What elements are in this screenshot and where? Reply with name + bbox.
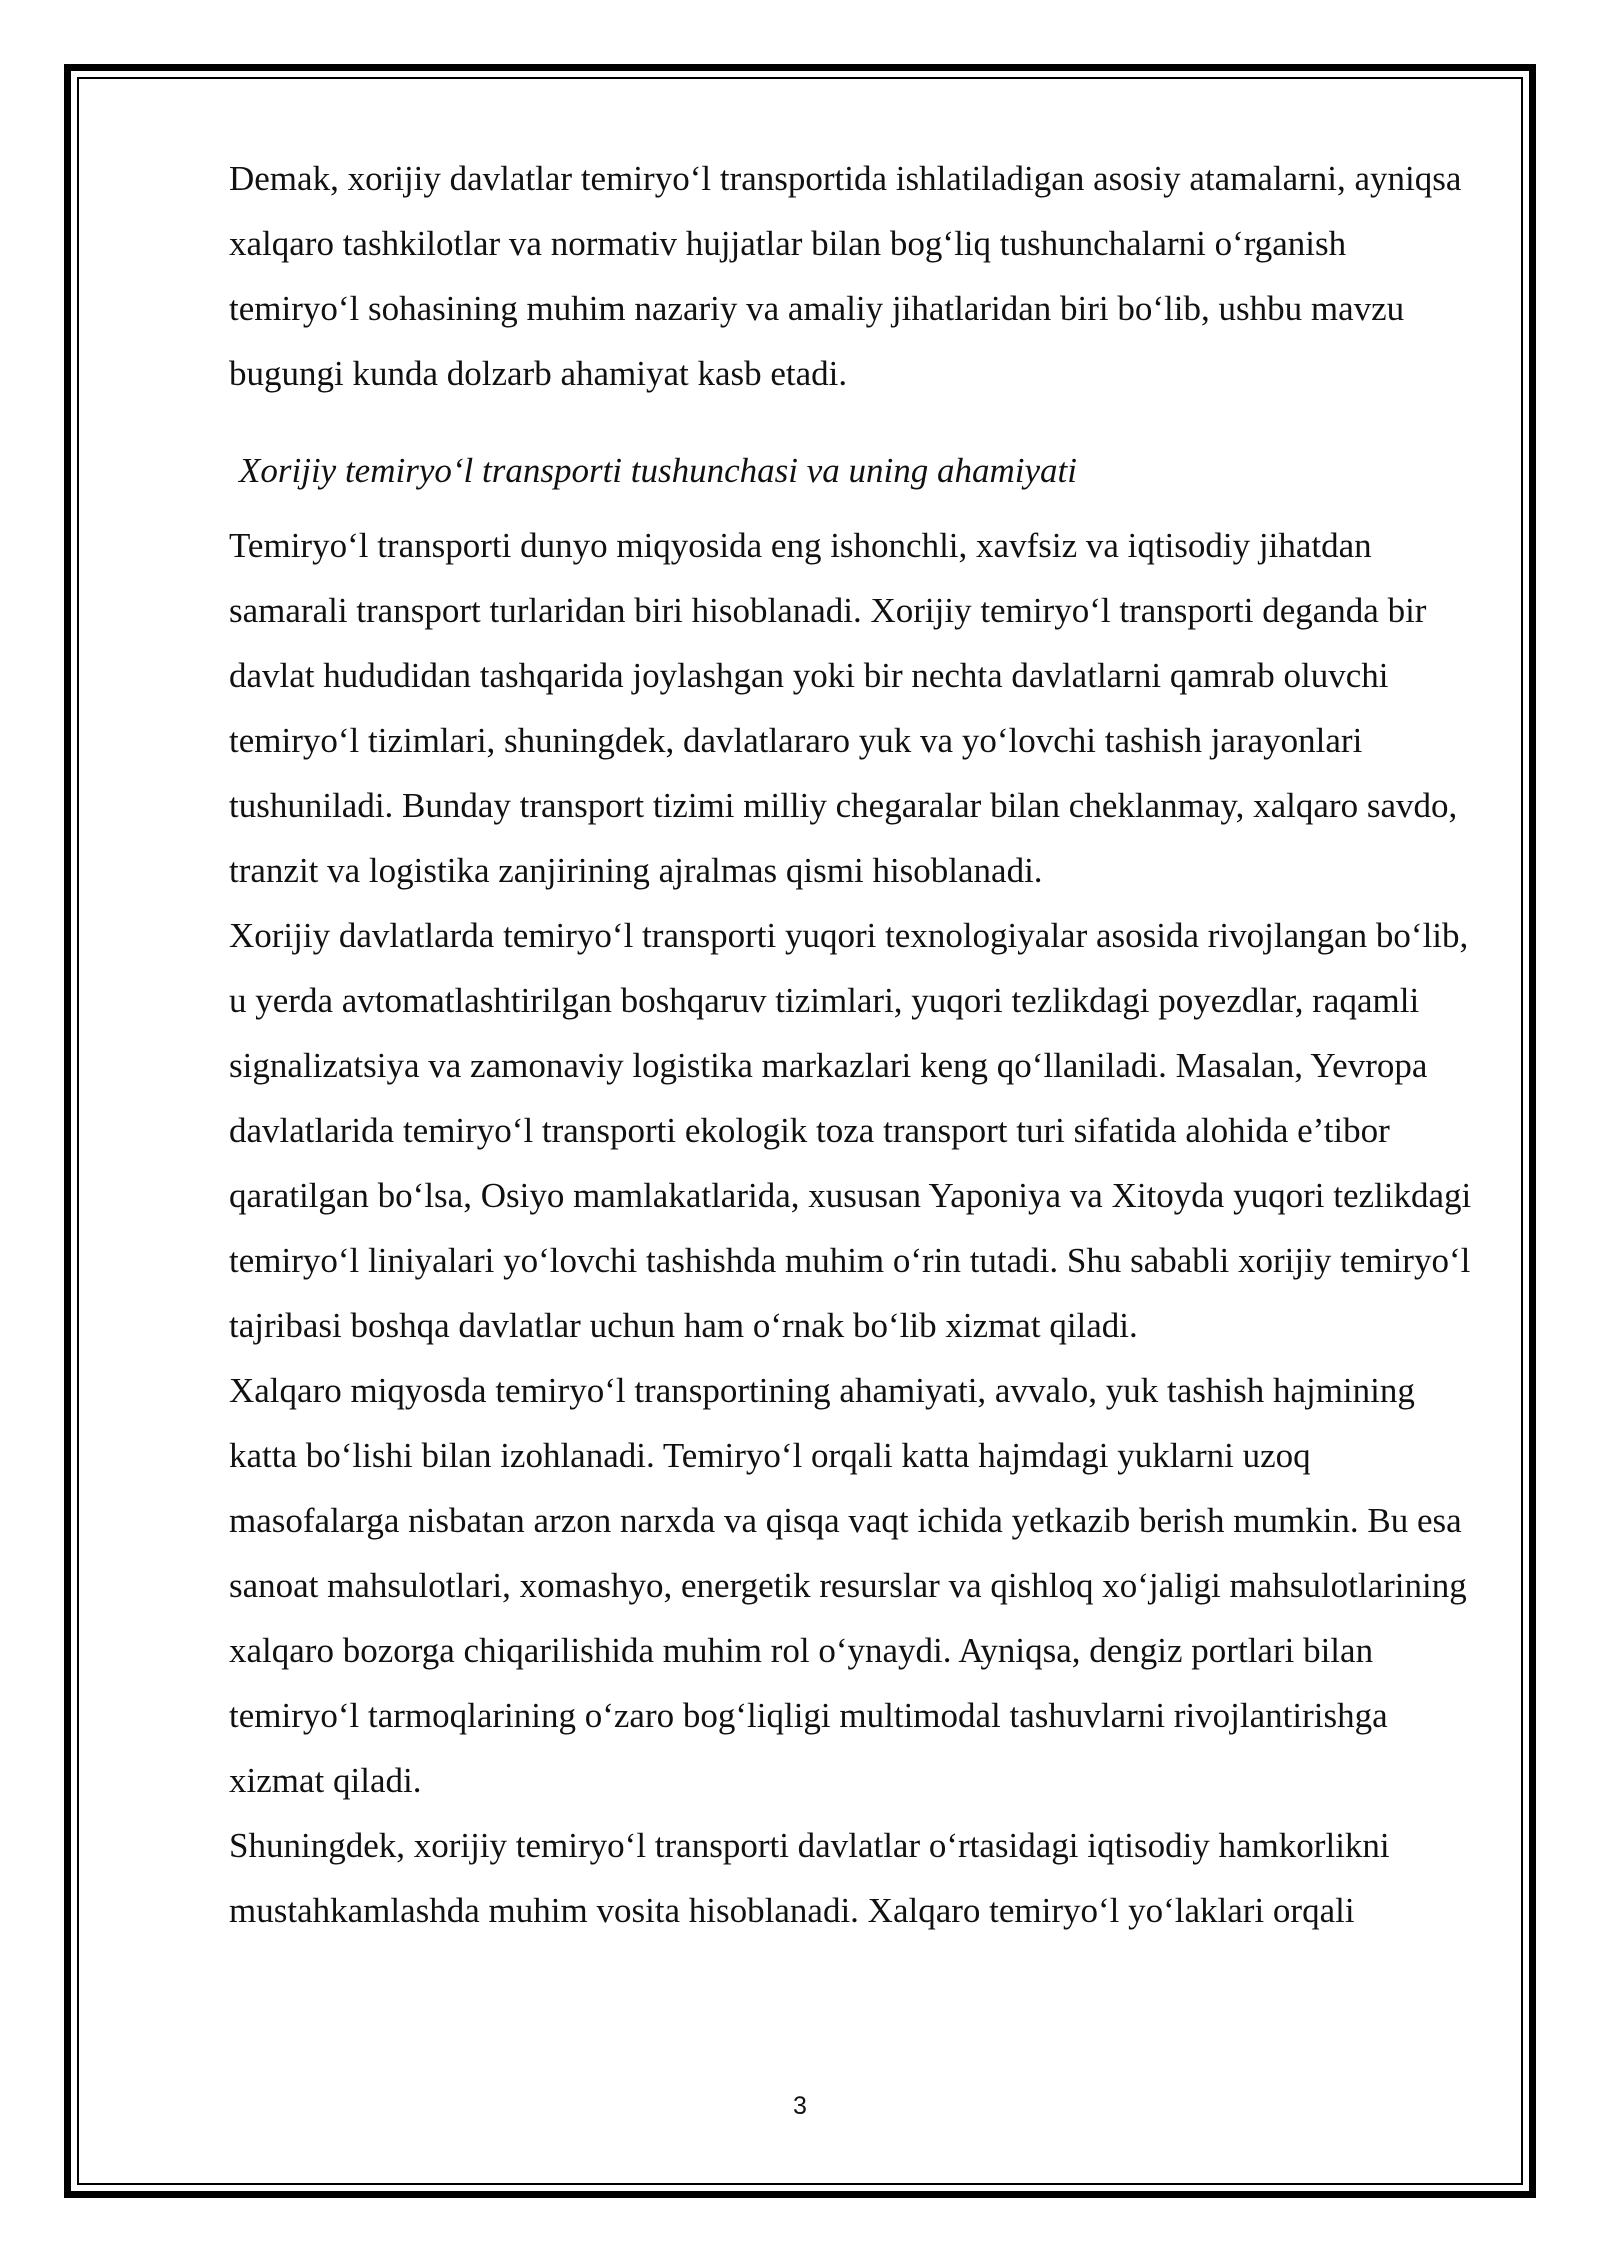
document-body bbox=[229, 146, 1484, 1943]
paragraph-intro: Demak, xorijiy davlatlar temiryo‘l transportida ishlatiladigan asosiy atamalarni, ayniqsa xalqaro tashkilotlar va normativ hujjatlar bilan bog‘liq tushunchalarni o‘rganish temiryo‘l sohasining muhim nazariy va amaliy jihatlaridan biri bo‘lib, ushbu mavzu bugungi kunda dolzarb ahamiyat kasb etadi. bbox=[229, 159, 1462, 393]
section-heading: Xorijiy temiryo‘l transporti tushunchasi va uning ahamiyati bbox=[239, 451, 1078, 490]
paragraph-body-2: Xorijiy davlatlarda temiryo‘l transporti yuqori texnologiyalar asosida rivojlangan bo‘lib, u yerda avtomatlashtirilgan boshqaruv tizimlari, yuqori tezlikdagi poyezdlar, raqamli signalizatsiya va zamonaviy logistika markazlari keng qo‘llaniladi. Masalan, Yevropa davlatlarida temiryo‘l transporti ekologik toza transport turi sifatida alohida e’tibor qaratilgan bo‘lsa, Osiyo mamlakatlarida, xususan Yaponiya va Xitoyda yuqori tezlikdagi temiryo‘l liniyalari yo‘lovchi tashishda muhim o‘rin tutadi. Shu sababli xorijiy temiryo‘l tajribasi boshqa davlatlar uchun ham o‘rnak bo‘lib xizmat qiladi. bbox=[229, 916, 1472, 1345]
paragraph-body-3: Xalqaro miqyosda temiryo‘l transportining ahamiyati, avvalo, yuk tashish hajmining katta bo‘lishi bilan izohlanadi. Temiryo‘l orqali katta hajmdagi yuklarni uzoq masofalarga nisbatan arzon narxda va qisqa vaqt ichida yetkazib berish mumkin. Bu esa sanoat mahsulotlari, xomashyo, energetik resurslar va qishloq xo‘jaligi mahsulotlarining xalqaro bozorga chiqarilishida muhim rol o‘ynaydi. Ayniqsa, dengiz portlari bilan temiryo‘l tarmoqlarining o‘zaro bog‘liqligi multimodal tashuvlarni rivojlantirishga xizmat qiladi. bbox=[229, 1371, 1467, 1800]
page-number: 3 bbox=[793, 2092, 807, 2120]
paragraph-body-4: Shuningdek, xorijiy temiryo‘l transporti davlatlar o‘rtasidagi iqtisodiy hamkorlikni mustahkamlashda muhim vosita hisoblanadi. Xalqaro temiryo‘l yo‘laklari orqali bbox=[229, 1826, 1390, 1930]
paragraph-body-1: Temiryo‘l transporti dunyo miqyosida eng ishonchli, xavfsiz va iqtisodiy jihatdan samarali transport turlaridan biri hisoblanadi. Xorijiy temiryo‘l transporti deganda bir davlat hududidan tashqarida joylashgan yoki bir nechta davlatlarni qamrab oluvchi temiryo‘l tizimlari, shuningdek, davlatlararo yuk va yo‘lovchi tashish jarayonlari tushuniladi. Bunday transport tizimi milliy chegaralar bilan cheklanmay, xalqaro savdo, tranzit va logistika zanjirining ajralmas qismi hisoblanadi. bbox=[229, 526, 1458, 890]
